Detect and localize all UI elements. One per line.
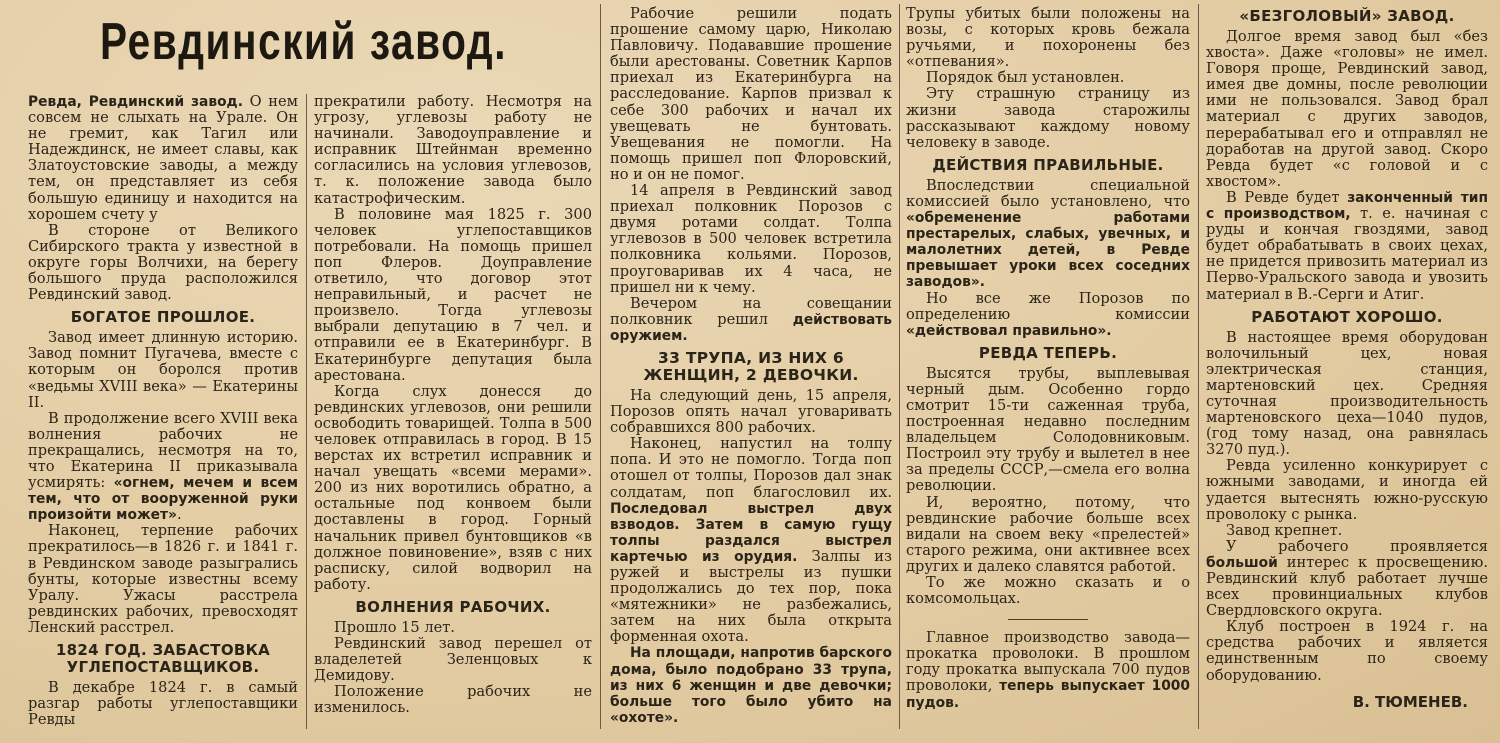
subheading-actions-right: ДЕЙСТВИЯ ПРАВИЛЬНЫЕ. (932, 155, 1164, 174)
column-3 (610, 6, 892, 737)
column-5 (1206, 6, 1488, 737)
paragraph (28, 411, 298, 524)
author-signature: В. ТЮМЕНЕВ. (1352, 692, 1468, 711)
paragraph: Долгое время завод был «без хвоста». Даже «головы» не имел. Говоря проще, Ревдинский завод, имея две домны, после революции ими не пользовался. Завод брал материал с других заводов, перерабатывал его и отправлял не доработав на другой завод. Скоро Ревда будет «с головой и с хвостом». (1206, 28, 1488, 190)
bold-text: «обременение работами престарелых, слабых, увечных, и малолетних детей, в Ревде превышает уроки всех соседних заводов». (906, 210, 1190, 291)
paragraph: То же можно сказать и о комсомольцах. (906, 574, 1190, 608)
paragraph-text: Наконец, напустил на толпу попа. И это не помогло. Тогда поп отошел от толпы, Порозов дал знак солдатам, поп благословил их. (610, 435, 892, 501)
subheading-working-well: РАБОТАЮТ ХОРОШО. (1251, 307, 1443, 326)
subheading-33-dead: 33 ТРУПА, ИЗ НИХ 6 ЖЕНЩИН, 2 ДЕВОЧКИ. (643, 348, 859, 384)
paragraph: Когда слух донесся до ревдинских углевозов, они решили освободить товарищей. Толпа в 500 человек отправилась в город. В 15 верстах их встретил исправник и начал увещать «всеми мерами». 200 из них воротились обратно, а остальные под конвоем были доставлены в город. Горный начальник привел бунтовщиков «в должное повиновение», взяв с них расписку, силой водворил на работу. (314, 382, 592, 593)
paragraph: Ревда усиленно конкурирует с южными заводами, и иногда ей удается вытеснять южно-русскую проволоку с рынка. (1206, 457, 1488, 523)
paragraph: В настоящее время оборудован волочильный цех, новая электрическая станция, мартеновский цех. Средняя суточная производительность мартеновского цеха—1040 пудов, (год тому назад, она равнялась 3270 пуд.). (1206, 328, 1488, 459)
bold-text: действовать оружием. (610, 311, 892, 344)
subheading-headless-factory: «БЕЗГОЛОВЫЙ» ЗАВОД. (1239, 7, 1455, 25)
paragraph-text: Главное производство завода—прокатка проволоки. В прошлом году прокатка выпускала 700 пудов проволоки, (906, 629, 1190, 695)
bold-text: большой (1206, 554, 1278, 571)
paragraph: Завод крепнет. (1226, 521, 1343, 539)
paragraph: Ревдинский завод перешел от владелетей Зеленцовых к Демидову. (314, 635, 592, 685)
paragraph: Эту страшную страницу из жизни завода старожилы рассказывают каждому новому человеку в заводе. (906, 85, 1190, 151)
column-4 (906, 6, 1190, 737)
paragraph: 14 апреля в Ревдинский завод приехал полковник Порозов с двумя ротами солдат. Толпа углевозов в 500 человек встретила полковника кольями. Порозов, проуговаривав их 4 часа, не пришел ни к чему. (610, 182, 892, 296)
bold-text: «действовал правильно». (906, 322, 1112, 339)
paragraph: Прошло 15 лет. (334, 618, 455, 636)
paragraph (906, 291, 1190, 339)
paragraph: На следующий день, 15 апреля, Порозов опять начал уговаривать собравшихся 800 рабочих. (610, 386, 892, 437)
paragraph (610, 645, 892, 725)
paragraph-text: т. е. начиная с руды и кончая гвоздями, завод будет обрабатывать в своих цехах, не придется привозить материал из Перво-Уральского завода и увозить материал в В.-Серги и Атиг. (1206, 205, 1488, 303)
bold-text: теперь выпускает 1000 пудов. (906, 678, 1190, 711)
bold-text: Последовал выстрел двух взводов. Затем в самую гущу толпы раздался выстрел картечью из орудия. (610, 500, 892, 565)
column-2 (314, 94, 592, 737)
subheading-rich-past: БОГАТОЕ ПРОШЛОЕ. (70, 308, 256, 327)
column-rule (600, 4, 601, 729)
paragraph (610, 296, 892, 344)
paragraph: В половине мая 1825 г. 300 человек углепоставщиков потребовали. На помощь пришел поп Флеров. Доуправление ответило, что договор этот неправильный, и расчет не произвело. Тогда углевозы выбрали депутацию в 7 чел. и отправили ее в Екатеринбург. В Екатеринбурге депутация была арестована. (314, 205, 592, 384)
paragraph (28, 94, 298, 223)
bold-text: законченный тип с производством, (1206, 189, 1488, 223)
paragraph: Наконец, терпение рабочих прекратилось—в 1826 г. и 1841 г. в Ревдинском заводе разыгрались бунты, которые известны всему Уралу. Ужасы расстрела ревдинских рабочих, превосходят Ленский расстрел. (28, 522, 298, 636)
paragraph-text: интерес к просвещению. Ревдинский клуб работает лучше всех провинциальных клубов Свердловского округа. (1206, 553, 1488, 620)
paragraph-text: Залпы из ружей и выстрелы из пушки продолжались до тех пор, пока «мятежники» не разбежались, затем на них была открыта форменная охота. (610, 547, 892, 646)
column-rule (899, 4, 900, 729)
paragraph: Завод имеет длинную историю. Завод помнит Пугачева, вместе с которым он боролся против «ведьмы XVIII века» — Екатерины II. (28, 329, 298, 411)
bold-quote: «огнем, мечем и всем тем, что от вооруженной руки произойти может» (28, 475, 298, 524)
paragraph-text: О нем совсем не слыхать на Урале. Он не гремит, как Тагил или Надеждинск, не имеет славы, как Златоустовские заводы, а между тем, он представляет из себя большую единицу и находится на хорошем счету у (28, 94, 298, 223)
subheading-revda-now: РЕВДА ТЕПЕРЬ. (978, 343, 1118, 362)
paragraph-text: В продолжение всего XVIII века волнения рабочих не прекращались, несмотря на то, что Екатерина II приказывала усмирять: (28, 409, 298, 492)
paragraph: Высятся трубы, выплевывая черный дым. Особенно гордо смотрит 15-ти саженная труба, построенная недавно последним владельцем Солодовниковым. Построил эту трубу и вылетел в нее за пределы СССР,—смела его волна революции. (906, 364, 1190, 495)
paragraph (906, 630, 1190, 710)
headline: Ревдинский завод. (100, 13, 508, 71)
separator-dash (1008, 619, 1088, 620)
paragraph: Трупы убитых были положены на возы, с которых кровь бежала ручьями, и похоронены без «отпевания». (906, 6, 1190, 71)
paragraph-text: Впоследствии специальной комиссией было установлено, что (906, 176, 1190, 210)
column-rule (1198, 4, 1199, 729)
column-1 (28, 94, 298, 737)
paragraph-text: . (176, 506, 182, 524)
paragraph (1206, 190, 1488, 303)
paragraph: В декабре 1824 г. в самый разгар работы углепоставщики Ревды (28, 679, 298, 729)
paragraph: Клуб построен в 1924 г. на средства рабочих и является единственным по своему оборудованию. (1206, 618, 1488, 684)
paragraph-text: У рабочего проявляется (1226, 537, 1488, 555)
paragraph (610, 436, 892, 645)
paragraph-text: В Ревде будет (1226, 188, 1340, 206)
paragraph (1206, 539, 1488, 619)
paragraph: И, вероятно, потому, что ревдинские рабочие больше всех видали на своем веку «прелестей» старого режима, они активнее всех других и далеко славятся работой. (906, 493, 1190, 575)
bold-text: На площади, напротив барского дома, было подобрано 33 трупа, из них 6 женщин и две девочки; больше того было убито на «охоте». (610, 645, 892, 726)
paragraph: Положение рабочих не изменилось. (314, 683, 592, 717)
paragraph-text: Вечером на совещании полковник решил (610, 294, 892, 328)
subheading-strike: 1824 ГОД. ЗАБАСТОВКА УГЛЕПОСТАВЩИКОВ. (55, 641, 271, 676)
paragraph: Порядок был установлен. (926, 69, 1125, 87)
paragraph: В стороне от Великого Сибирского тракта у известной в округе горы Волчихи, на берегу большого пруда расположился Ревдинский завод. (28, 221, 298, 304)
paragraph-text: Но все же Порозов по определению комиссии (906, 289, 1190, 323)
subheading-unrest: ВОЛНЕНИЯ РАБОЧИХ. (355, 597, 551, 616)
paragraph: прекратили работу. Несмотря на угрозу, углевозы работу не начинали. Заводоуправление и исправник Штейнман временно согласились на условия углевозов, т. к. положение завода было катастрофическим. (314, 94, 592, 207)
paragraph (906, 178, 1190, 291)
paragraph: Рабочие решили подать прошение самому царю, Николаю Павловичу. Подававшие прошение были арестованы. Советник Карпов приехал из Екатеринбурга на расследование. Карпов призвал к себе 300 рабочих и начал их увещевать не бунтовать. Увещевания не помогли. На помощь пришел поп Флоровский, но и он не помог. (610, 6, 892, 183)
column-rule (306, 94, 307, 729)
dateline: Ревда, Ревдинский завод. (28, 94, 243, 110)
